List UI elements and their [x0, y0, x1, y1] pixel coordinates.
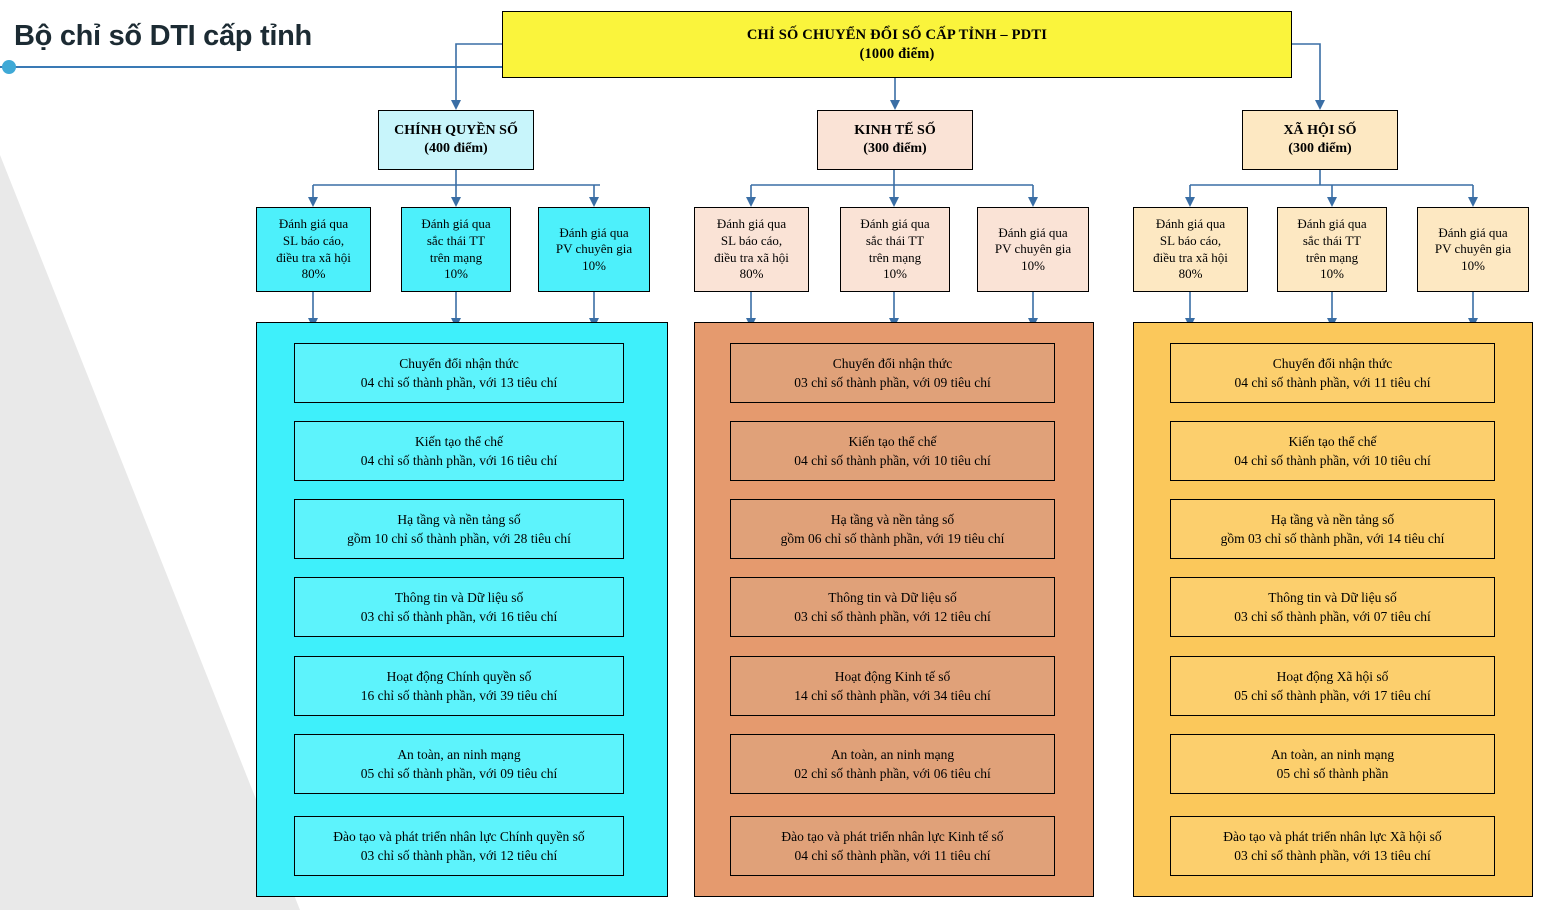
pillar-node-chinh-quyen-so[interactable]: [378, 110, 534, 170]
item-title: Hạ tầng và nền tảng số: [397, 511, 521, 527]
list-item[interactable]: [1170, 421, 1495, 481]
pillar-title: KINH TẾ SỐ: [854, 123, 936, 139]
item-detail: 02 chỉ số thành phần, với 06 tiêu chí: [794, 766, 991, 781]
item-title: Chuyển đổi nhận thức: [1272, 355, 1393, 371]
list-item[interactable]: [730, 421, 1055, 481]
method-line-1: Đánh giá qua: [1438, 224, 1508, 240]
item-title: Kiến tạo thể chế: [414, 433, 504, 449]
method-line-3: 10%: [1461, 257, 1485, 273]
item-detail: 05 chỉ số thành phần, với 09 tiêu chí: [360, 766, 558, 781]
method-line-3: trên mạng: [1305, 249, 1359, 265]
method-line-1: Đánh giá qua: [421, 216, 491, 232]
item-detail: 04 chỉ số thành phần, với 16 tiêu chí: [360, 453, 558, 468]
item-title: Thông tin và Dữ liệu số: [828, 589, 957, 605]
item-detail: 03 chỉ số thành phần, với 16 tiêu chí: [360, 609, 558, 624]
root-node[interactable]: [502, 11, 1292, 78]
method-line-1: Đánh giá qua: [559, 224, 629, 240]
list-item[interactable]: [1170, 656, 1495, 716]
item-title: Kiến tạo thể chế: [1288, 433, 1377, 449]
method-line-2: sắc thái TT: [1302, 232, 1362, 248]
list-item[interactable]: [294, 816, 624, 876]
item-detail: 14 chỉ số thành phần, với 34 tiêu chí: [794, 688, 991, 703]
item-detail: gồm 06 chỉ số thành phần, với 19 tiêu chí: [780, 531, 1005, 546]
method-line-4: 10%: [1320, 266, 1344, 282]
decorative-dot: [2, 60, 16, 74]
method-line-1: Đánh giá qua: [998, 224, 1068, 240]
pillar-title: CHÍNH QUYỀN SỐ: [394, 123, 518, 139]
item-detail: 04 chỉ số thành phần, với 10 tiêu chí: [1234, 453, 1431, 468]
method-node-soc-1[interactable]: [1133, 207, 1248, 292]
method-line-4: 80%: [1178, 266, 1203, 282]
pillar-score: (300 điểm): [863, 141, 927, 156]
root-title: CHỈ SỐ CHUYỂN ĐỔI SỐ CẤP TỈNH – PDTI: [746, 26, 1048, 43]
pillar-title: XÃ HỘI SỐ: [1283, 123, 1357, 139]
item-title: An toàn, an ninh mạng: [397, 746, 521, 762]
item-title: Hoạt động Kinh tế số: [834, 668, 951, 684]
item-title: Chuyển đổi nhận thức: [832, 355, 953, 371]
item-detail: 04 chỉ số thành phần, với 13 tiêu chí: [360, 375, 558, 390]
item-detail: 04 chỉ số thành phần, với 10 tiêu chí: [794, 453, 991, 468]
list-item[interactable]: [730, 656, 1055, 716]
item-title: Hạ tầng và nền tảng số: [1270, 511, 1395, 527]
item-detail: 04 chỉ số thành phần, với 11 tiêu chí: [1234, 375, 1431, 390]
method-line-1: Đánh giá qua: [1297, 216, 1367, 232]
list-item[interactable]: [294, 656, 624, 716]
list-item[interactable]: [294, 577, 624, 637]
method-line-3: 10%: [1021, 257, 1045, 273]
list-item[interactable]: [730, 577, 1055, 637]
item-title: Đào tạo và phát triển nhân lực Chính quyền số: [333, 828, 585, 844]
method-line-2: sắc thái TT: [426, 232, 486, 248]
item-title: Hạ tầng và nền tảng số: [830, 511, 955, 527]
item-title: Hoạt động Chính quyền số: [386, 668, 532, 684]
pillar-score: (300 điểm): [1288, 141, 1352, 156]
method-line-2: sắc thái TT: [865, 232, 925, 248]
item-title: Hoạt động Xã hội số: [1276, 668, 1389, 684]
item-detail: gồm 03 chỉ số thành phần, với 14 tiêu chí: [1220, 531, 1445, 546]
pillar-node-xa-hoi-so[interactable]: [1242, 110, 1398, 170]
method-line-1: Đánh giá qua: [860, 216, 930, 232]
item-detail: 03 chỉ số thành phần, với 09 tiêu chí: [794, 375, 991, 390]
method-line-2: PV chuyên gia: [555, 241, 633, 257]
page-title: Bộ chỉ số DTI cấp tỉnh: [14, 20, 312, 52]
method-node-eco-3[interactable]: [977, 207, 1089, 292]
method-line-3: điều tra xã hội: [714, 249, 789, 265]
item-title: Thông tin và Dữ liệu số: [1268, 589, 1397, 605]
method-line-4: 10%: [444, 266, 468, 282]
list-item[interactable]: [1170, 816, 1495, 876]
list-item[interactable]: [1170, 499, 1495, 559]
method-line-3: điều tra xã hội: [1153, 249, 1228, 265]
method-line-3: 10%: [582, 257, 606, 273]
item-title: Đào tạo và phát triển nhân lực Xã hội số: [1223, 828, 1442, 844]
item-detail: gồm 10 chỉ số thành phần, với 28 tiêu chí: [347, 531, 571, 546]
item-detail: 05 chỉ số thành phần: [1276, 766, 1389, 781]
item-detail: 03 chỉ số thành phần, với 13 tiêu chí: [1234, 848, 1431, 863]
item-title: Đào tạo và phát triển nhân lực Kinh tế số: [781, 828, 1004, 844]
method-line-4: 80%: [739, 266, 764, 282]
method-line-2: SL báo cáo,: [720, 232, 783, 248]
list-item[interactable]: [730, 816, 1055, 876]
method-node-eco-2[interactable]: [840, 207, 950, 292]
item-detail: 16 chỉ số thành phần, với 39 tiêu chí: [360, 688, 558, 703]
method-node-gov-1[interactable]: [256, 207, 371, 292]
list-item[interactable]: [294, 734, 624, 794]
list-item[interactable]: [730, 499, 1055, 559]
method-node-gov-3[interactable]: [538, 207, 650, 292]
method-line-3: trên mạng: [429, 249, 483, 265]
item-title: An toàn, an ninh mạng: [1270, 746, 1395, 762]
root-score: (1000 điểm): [859, 45, 935, 62]
item-detail: 05 chỉ số thành phần, với 17 tiêu chí: [1234, 688, 1431, 703]
method-node-gov-2[interactable]: [401, 207, 511, 292]
method-line-4: 10%: [883, 266, 907, 282]
item-title: Kiến tạo thể chế: [848, 433, 937, 449]
method-line-3: trên mạng: [868, 249, 922, 265]
list-item[interactable]: [294, 499, 624, 559]
method-line-2: PV chuyên gia: [994, 241, 1072, 257]
pillar-score: (400 điểm): [424, 141, 488, 156]
list-item[interactable]: [294, 421, 624, 481]
item-detail: 03 chỉ số thành phần, với 12 tiêu chí: [360, 848, 558, 863]
method-line-1: Đánh giá qua: [278, 216, 349, 232]
method-line-2: PV chuyên gia: [1434, 241, 1512, 257]
item-title: An toàn, an ninh mạng: [830, 746, 955, 762]
item-detail: 03 chỉ số thành phần, với 12 tiêu chí: [794, 609, 991, 624]
method-line-2: SL báo cáo,: [282, 232, 345, 248]
method-line-1: Đánh giá qua: [1155, 216, 1226, 232]
method-line-2: SL báo cáo,: [1159, 232, 1222, 248]
method-node-soc-2[interactable]: [1277, 207, 1387, 292]
pillar-node-kinh-te-so[interactable]: [817, 110, 973, 170]
item-title: Chuyển đổi nhận thức: [399, 355, 519, 371]
background-wedge: [0, 155, 300, 910]
method-node-soc-3[interactable]: [1417, 207, 1529, 292]
list-item[interactable]: [1170, 577, 1495, 637]
method-line-4: 80%: [301, 266, 326, 282]
decorative-line: [0, 66, 520, 68]
item-title: Thông tin và Dữ liệu số: [394, 589, 524, 605]
method-node-eco-1[interactable]: [694, 207, 809, 292]
item-detail: 04 chỉ số thành phần, với 11 tiêu chí: [794, 848, 991, 863]
list-item[interactable]: [730, 343, 1055, 403]
list-item[interactable]: [1170, 343, 1495, 403]
item-detail: 03 chỉ số thành phần, với 07 tiêu chí: [1234, 609, 1431, 624]
method-line-3: điều tra xã hội: [276, 249, 351, 265]
list-item[interactable]: [1170, 734, 1495, 794]
list-item[interactable]: [294, 343, 624, 403]
list-item[interactable]: [730, 734, 1055, 794]
method-line-1: Đánh giá qua: [716, 216, 787, 232]
